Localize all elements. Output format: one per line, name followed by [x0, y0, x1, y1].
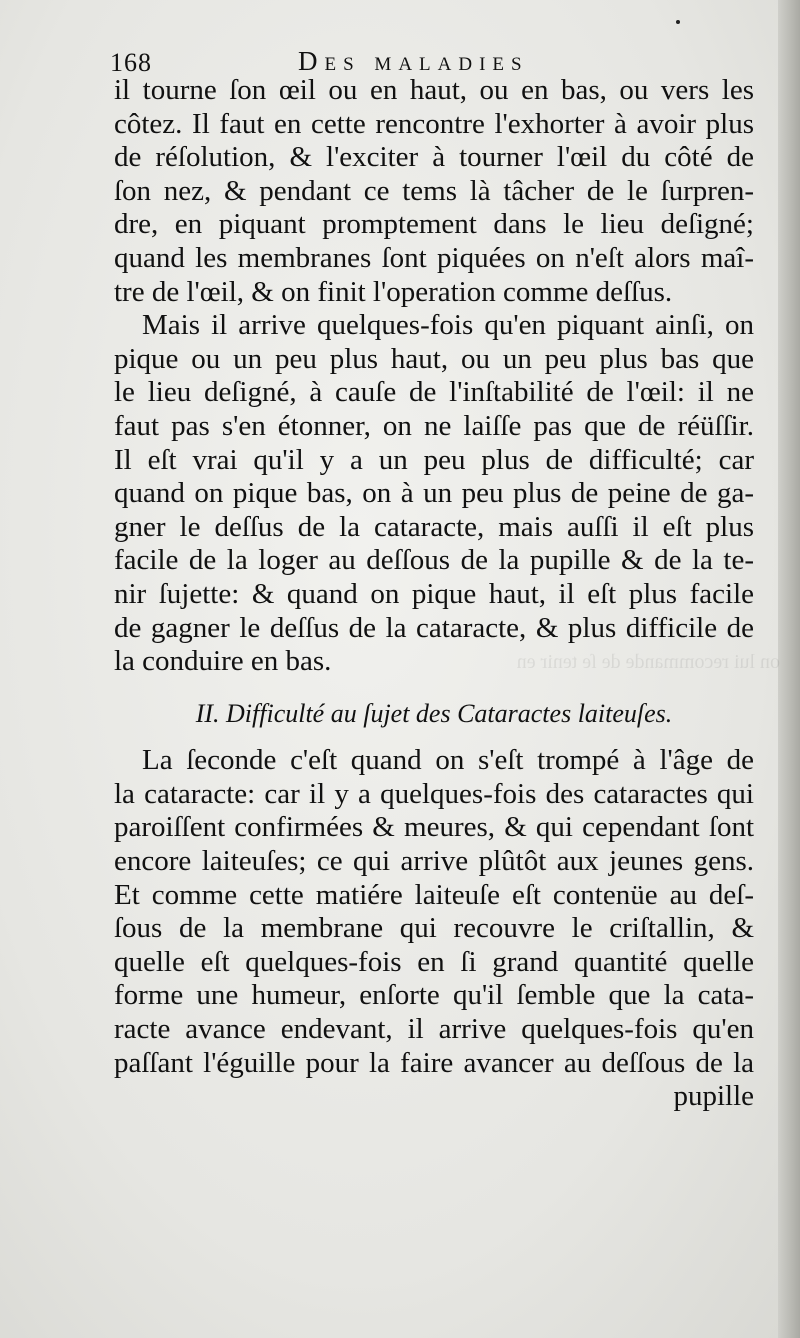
- text-line: quand on pique bas, on à un peu plus de peine de ga-: [114, 477, 754, 510]
- text-line: forme une humeur, enſorte qu'il ſemble que la cata-: [114, 979, 754, 1012]
- text-line: La ſeconde c'eſt quand on s'eſt trompé à l'âge de: [142, 744, 754, 777]
- page-edge-shadow: [778, 0, 800, 1338]
- text-line: ſon nez, & pendant ce tems là tâcher de le ſurpren-: [114, 174, 754, 207]
- text-line: quand les membranes ſont piquées on n'eſt alors maî-: [114, 241, 754, 274]
- ink-speck: [676, 20, 680, 24]
- running-head: Des maladies: [298, 46, 529, 76]
- text-line: racte avance endevant, il arrive quelques-fois qu'en: [114, 1013, 754, 1046]
- text-line: Mais il arrive quelques-fois qu'en piquant ainſi, on: [142, 309, 754, 342]
- show-through-text: on lui recommande de ſe tenir en: [516, 651, 780, 673]
- text-line: ſous de la membrane qui recouvre le criſtallin, &: [114, 912, 754, 945]
- paragraph-2: [114, 309, 754, 679]
- text-line: côtez. Il faut en cette rencontre l'exhorter à avoir plus: [114, 107, 754, 140]
- text-line: faut pas s'en étonner, on ne laiſſe pas que de réüſſir.: [114, 409, 754, 442]
- body-text: [114, 74, 754, 1114]
- text-line: de réſolution, & l'exciter à tourner l'œil du côté de: [114, 141, 754, 174]
- text-line: facile de la loger au deſſous de la pupille & de la te-: [114, 544, 754, 577]
- text-line: tre de l'œil, & on finit l'operation comme deſſus.: [114, 275, 673, 308]
- text-line: pique ou un peu plus haut, ou un peu plus bas que: [114, 342, 754, 375]
- page-number: 168: [110, 48, 152, 77]
- text-line: dre, en piquant promptement dans le lieu deſigné;: [114, 208, 754, 241]
- catchword: pupille: [673, 1080, 754, 1113]
- text-line: encore laiteuſes; ce qui arrive plûtôt aux jeunes gens.: [114, 845, 754, 878]
- text-line: Et comme cette matiére laiteuſe eſt contenüe au deſ-: [114, 878, 754, 911]
- text-line: de gagner le deſſus de la cataracte, & plus difficile de: [114, 611, 754, 644]
- text-line: quelle eſt quelques-fois en ſi grand quantité quelle: [114, 945, 754, 978]
- text-line: la conduire en bas.: [114, 645, 332, 678]
- text-line: Il eſt vrai qu'il y a un peu plus de difficulté; car: [114, 443, 754, 476]
- page-header: [110, 38, 750, 78]
- text-line: la cataracte: car il y a quelques-fois des cataractes qui: [114, 777, 754, 810]
- text-line: paroiſſent confirmées & meures, & qui cependant ſont: [114, 811, 754, 844]
- text-line: paſſant l'éguille pour la faire avancer au deſſous de la: [114, 1046, 754, 1079]
- section-heading: II. Difficulté au ſujet des Cataractes laiteuſes.: [195, 698, 673, 728]
- text-line: le lieu deſigné, à cauſe de l'inſtabilité de l'œil: il ne: [114, 376, 754, 409]
- text-line: il tourne ſon œil ou en haut, ou en bas, ou vers les: [114, 74, 754, 106]
- text-line: nir ſujette: & quand on pique haut, il eſt plus facile: [114, 577, 754, 610]
- paragraph-1: [114, 74, 754, 309]
- text-line: gner le deſſus de la cataracte, mais auſſi il eſt plus: [114, 510, 754, 543]
- paragraph-3: [114, 744, 754, 1080]
